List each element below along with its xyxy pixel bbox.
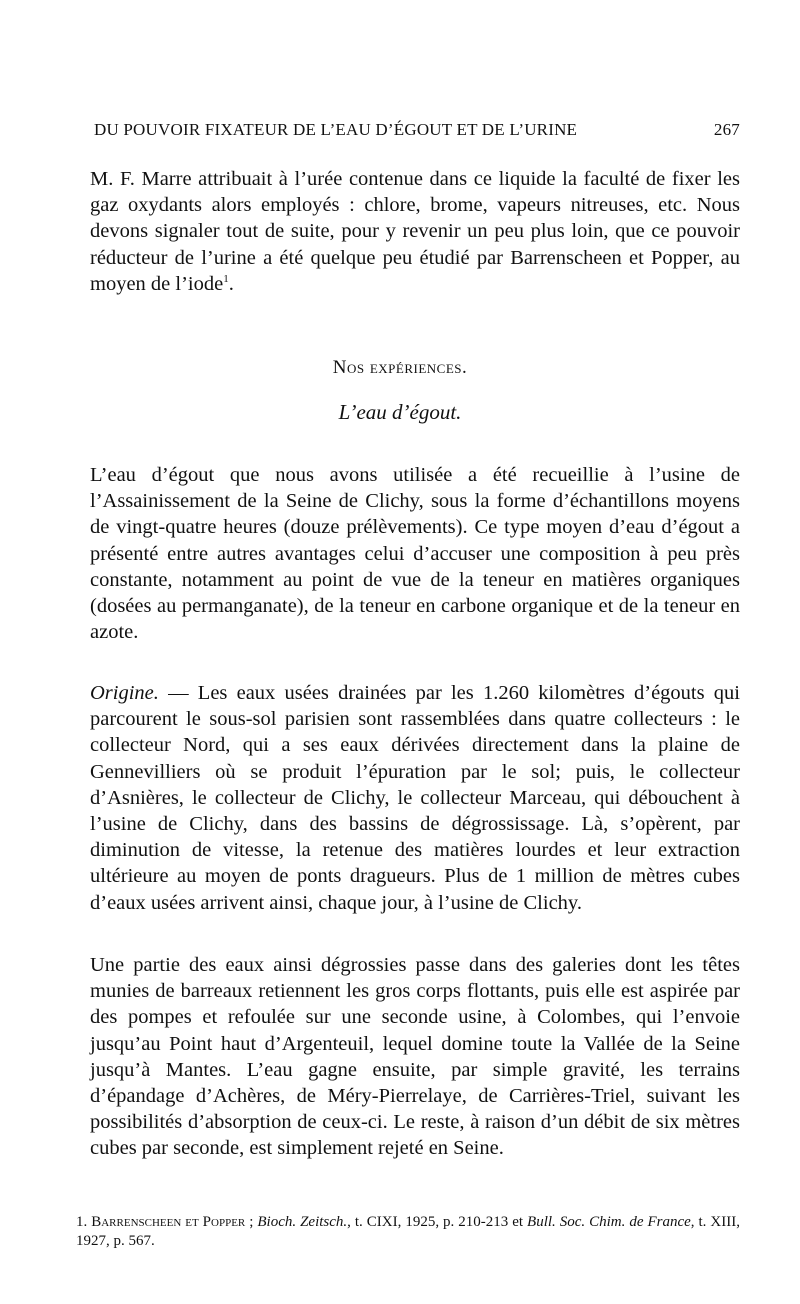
paragraph-marre-end: . (228, 272, 234, 295)
footnote-journal-1: Bioch. Zeitsch. (257, 1214, 348, 1230)
footnote-number: 1. (76, 1214, 88, 1230)
paragraph-marre-text: M. F. Marre attribuait à l’urée contenue dans ce liquide la faculté de fixer les gaz oxydants alors employés : chlore, brome, vapeurs nitreuses, etc. Nous devons signaler tout de suite, pour y revenir un peu plus loin, que ce pouvoir réducteur de l’urine a été quelque peu étudié par Barrenscheen et Popper, au moyen de l’iode (90, 168, 740, 295)
paragraph-origine-text: — Les eaux usées drainées par les 1.260 kilomètres d’égouts qui parcourent le sous-sol parisien sont rassemblées dans quatre collecteurs : le collecteur Nord, qui a ses eaux dérivées directement dans la plaine de Gennevilliers où se produit l’épuration par le sol; puis, le collecteur d’Asnières, le collecteur de Clichy, le collecteur Marceau, qui débouchent à l’usine de Clichy, dans des bassins de dégrossissage. Là, s’opèrent, par diminution de vitesse, la retenue des matières lourdes et leur extraction ultérieure au moyen de ponts dragueurs. Plus de 1 million de mètres cubes d’eaux usées arrivent ainsi, chaque jour, à l’usine de Clichy. (90, 682, 740, 914)
footnote-ref-1: , t. CIXI, 1925, p. 210-213 et (347, 1214, 528, 1230)
section-heading-rest: os expériences. (346, 357, 468, 378)
footnote-ref-2: , t. XIII, 1927, p. 567. (76, 1214, 740, 1249)
footnote (76, 1213, 740, 1251)
section-heading-initial: N (332, 357, 347, 378)
paragraph-origine-lead: Origine. (90, 682, 159, 704)
footnote-sep: ; (245, 1214, 258, 1230)
running-head-title: DU POUVOIR FIXATEUR DE L’EAU D’ÉGOUT ET DE L’URINE (94, 120, 578, 139)
page-number: 267 (713, 120, 740, 139)
footnote-journal-2: Bull. Soc. Chim. de France (527, 1214, 691, 1230)
footnote-reference: 1 (223, 272, 229, 285)
paragraph-origine (90, 680, 740, 916)
paragraph-eau-egout: L’eau d’égout que nous avons utilisée a été recueillie à l’usine de l’Assainissement de la Seine de Clichy, sous la forme d’échantillons moyens de vingt-quatre heures (douze prélèvements). Ce type moyen d’eau d’égout a présenté entre autres avantages celui d’accuser une composition à peu près constante, notamment au point de vue de la teneur en matières organiques (dosées au permanganate), de la teneur en carbone organique et de la teneur en azote. (90, 464, 740, 644)
paragraph-repartition: Une partie des eaux ainsi dégrossies passe dans des galeries dont les têtes munies de barreaux retiennent les gros corps flottants, puis elle est aspirée par des pompes et refoulée sur une seconde usine, à Colombes, qui l’envoie jusqu’au Point haut d’Argenteuil, lequel domine toute la Vallée de la Seine jusqu’à Mantes. L’eau gagne ensuite, par simple gravité, les terrains d’épandage d’Achères, de Méry-Pierrelaye, de Carrières-Triel, suivant les possibilités d’absorption de ceux-ci. Le reste, à raison d’un débit de six mètres cubes par seconde, est simplement rejeté en Seine. (90, 954, 740, 1160)
paragraph-marre (90, 166, 740, 297)
footnote-authors: Barrenscheen et Popper (91, 1214, 246, 1230)
running-head (94, 120, 740, 144)
section-heading (0, 357, 800, 379)
section-subheading: L’eau d’égout. (338, 400, 462, 424)
